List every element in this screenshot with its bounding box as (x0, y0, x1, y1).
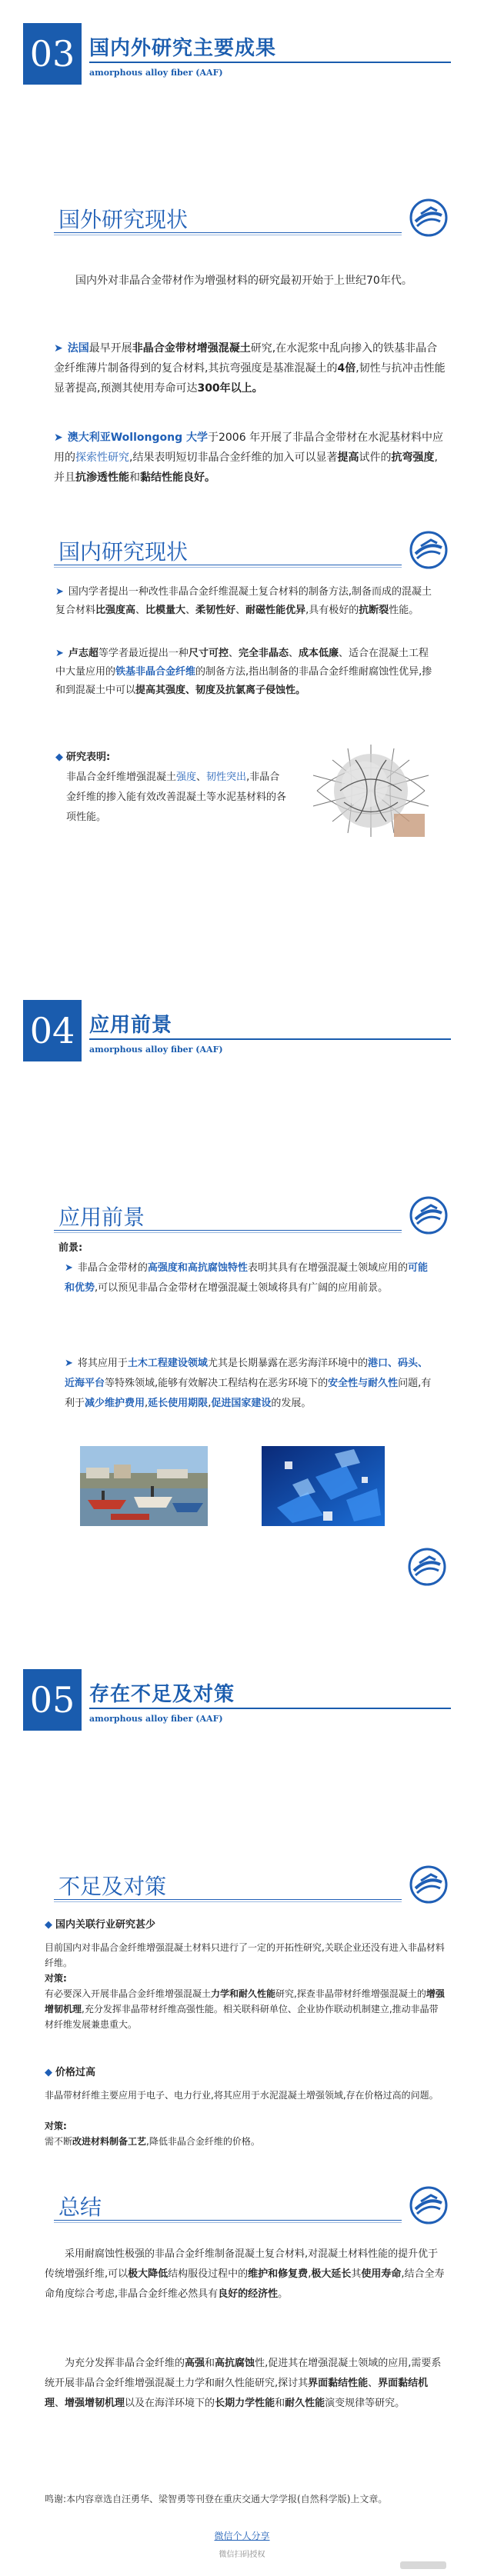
diamond-icon: ◆ (55, 751, 63, 763)
fiber-ball-image (302, 737, 440, 845)
foreign-bullet-france: ➤ 法国最早开展非晶合金带材增强混凝土研究,在水泥浆中乱向掺入的铁基非晶合金纤维薄片制备得到的复合材料,其抗弯强度是基准混凝土的4倍,韧性与抗冲击性能显著提高,预测其使用寿命可达300年以上。 (54, 342, 446, 395)
shortage-countermeasure-label-1: 对策: (45, 1973, 67, 1984)
slide-header-foreign (54, 198, 448, 240)
summary-paragraph-1: 采用耐腐蚀性极强的非晶合金纤维制备混凝土复合材料,对混凝土材料性能的提升优于传统增强纤维,可以极大降低结构服役过程中的维护和修复费,极大延长其使用寿命,结合全寿命角度综合考虑,非晶合金纤维必然具有良好的经济性。 (45, 2248, 445, 2300)
structure-image (262, 1446, 385, 1526)
slide-title: 国外研究现状 (58, 207, 189, 232)
slide-title: 不足及对策 (58, 1874, 167, 1899)
diamond-icon: ◆ (45, 2067, 52, 2078)
footer-small-text: 微信扫码授权 (219, 2551, 265, 2559)
section-subtitle: amorphous alloy fiber (AAF) (89, 1714, 223, 1724)
shortage-countermeasure-1: 有必要深入开展非晶合金纤维增强混凝土力学和耐久性能研究,探查非晶带材纤维增强混凝土的增强增韧机理,充分发挥非晶带材纤维高强性能。相关联科研单位、企业协作联动机制建立,推动非晶带材纤维发展兼患重大。 (45, 1988, 445, 2030)
acknowledgement: 鸣谢:本内容章选自汪勇华、梁智勇等刊登在重庆交通大学学报(自然科学版)上文章。 (45, 2494, 388, 2504)
section-title: 应用前景 (89, 1014, 173, 1037)
divider (54, 2222, 402, 2223)
share-link[interactable]: 微信个人分享 (214, 2531, 270, 2541)
slide-title: 应用前景 (58, 1205, 145, 1230)
slide-header-domestic (54, 531, 448, 572)
arrow-icon: ➤ (55, 648, 64, 659)
section-subtitle: amorphous alloy fiber (AAF) (89, 68, 223, 78)
harbor-image (80, 1446, 208, 1526)
arrow-icon: ➤ (55, 586, 64, 598)
divider (54, 1230, 402, 1231)
section-number: 03 (23, 23, 82, 85)
slide-title: 总结 (58, 2194, 102, 2220)
divider (54, 1901, 402, 1902)
application-bullet-2: ➤ 将其应用于土木工程建设领域尤其是长期暴露在恶劣海洋环境中的港口、码头、近海平台等特殊领域,能够有效解决工程结构在恶劣环境下的安全性与耐久性问题,有利于减少维护费用,延长使用期限,促进国家建设的发展。 (65, 1358, 432, 1409)
section-title: 存在不足及对策 (89, 1683, 235, 1706)
section-number: 04 (23, 1000, 82, 1061)
application-bullet-1: ➤ 非晶合金带材的高强度和高抗腐蚀特性表明其具有在增强混凝土领域应用的可能和优势,可以预见非晶合金带材在增强混凝土领域将具有广阔的应用前景。 (65, 1262, 428, 1294)
arrow-icon: ➤ (54, 432, 63, 444)
university-logo-icon (409, 1865, 448, 1904)
university-logo-icon (409, 198, 448, 237)
scroll-indicator (400, 2561, 446, 2569)
section-cover-04 (23, 1000, 454, 1061)
slide-header-shortage (54, 1865, 448, 1907)
amorphous-fiber-photo (302, 737, 440, 845)
section-number: 05 (23, 1669, 82, 1731)
divider (89, 62, 451, 63)
offshore-structure-graphic (262, 1446, 385, 1526)
shortage-heading-1: ◆ 国内关联行业研究甚少 (45, 1919, 156, 1931)
arrow-icon: ➤ (65, 1358, 73, 1369)
foreign-bullet-australia: ➤ 澳大利亚Wollongong 大学于2006 年开展了非晶合金带材在水泥基材料中应用的探索性研究,结果表明短切非晶合金纤维的加入可以显著提高试件的抗弯强度,并且抗渗透性能和黏结性能良好。 (54, 432, 444, 484)
arrow-icon: ➤ (65, 1262, 73, 1274)
shortage-text-2: 非晶带材纤维主要应用于电子、电力行业,将其应用于水泥混凝土增强领域,存在价格过高的问题。 (45, 2090, 439, 2101)
domestic-bullet-1: ➤ 国内学者提出一种改性非晶合金纤维混凝土复合材料的制备方法,制备而成的混凝土复合材料比强度高、比模量大、柔韧性好、耐磁性能优异,具有极好的抗断裂性能。 (55, 586, 432, 616)
shortage-heading-2: ◆ 价格过高 (45, 2067, 96, 2078)
slide-title: 国内研究现状 (58, 539, 189, 565)
divider (54, 567, 402, 568)
section-title: 国内外研究主要成果 (89, 37, 277, 60)
domestic-bullet-2: ➤ 卢志超等学者最近提出一种尺寸可控、完全非晶态、成本低廉、适合在混凝土工程中大量应用的铁基非晶合金纤维的制备方法,指出制备的非晶合金纤维耐腐蚀性优异,掺和到混凝土中可以提高其强度、韧度及抗氯离子侵蚀性。 (55, 648, 432, 696)
divider (54, 1899, 402, 1900)
section-cover-03 (23, 23, 454, 85)
divider (54, 2220, 402, 2221)
slide-header-summary (54, 2186, 448, 2228)
university-logo-icon (409, 531, 448, 569)
application-label: 前景: (58, 1242, 83, 1254)
divider (54, 232, 402, 233)
section-cover-05 (23, 1669, 454, 1731)
shortage-text-1: 目前国内对非晶合金纤维增强混凝土材料只进行了一定的开拓性研究,关联企业还没有进入非晶材料纤维。 (45, 1942, 445, 1968)
summary-paragraph-2: 为充分发挥非晶合金纤维的高强和高抗腐蚀性,促进其在增强混凝土领域的应用,需要系统开展非晶合金纤维增强混凝土力学和耐久性能研究,探讨其界面黏结性能、界面黏结机理、增强增韧机理以及在海洋环境下的长期力学性能和耐久性能演变规律等研究。 (45, 2358, 442, 2409)
university-logo-icon (409, 2186, 448, 2224)
university-logo-icon (409, 1196, 448, 1235)
diamond-icon: ◆ (45, 1919, 52, 1931)
section-subtitle: amorphous alloy fiber (AAF) (89, 1045, 223, 1055)
domestic-summary: ◆ 研究表明: 非晶合金纤维增强混凝土强度、韧性突出,非晶合金纤维的掺入能有效改善混凝土等水泥基材料的各项性能。 (55, 751, 287, 823)
shortage-countermeasure-2: 需不断改进材料制备工艺,降低非晶合金纤维的价格。 (45, 2136, 260, 2147)
slide-header-application (54, 1196, 448, 1238)
divider (54, 1232, 402, 1233)
harbor-photo (80, 1446, 208, 1526)
divider (89, 1038, 451, 1040)
arrow-icon: ➤ (54, 342, 63, 355)
shortage-countermeasure-label-2: 对策: (45, 2121, 67, 2131)
foreign-intro: 国内外对非晶合金带材作为增强材料的研究最初开始于上世纪70年代。 (75, 275, 412, 287)
university-logo-icon (408, 1548, 446, 1586)
divider (89, 1708, 451, 1709)
